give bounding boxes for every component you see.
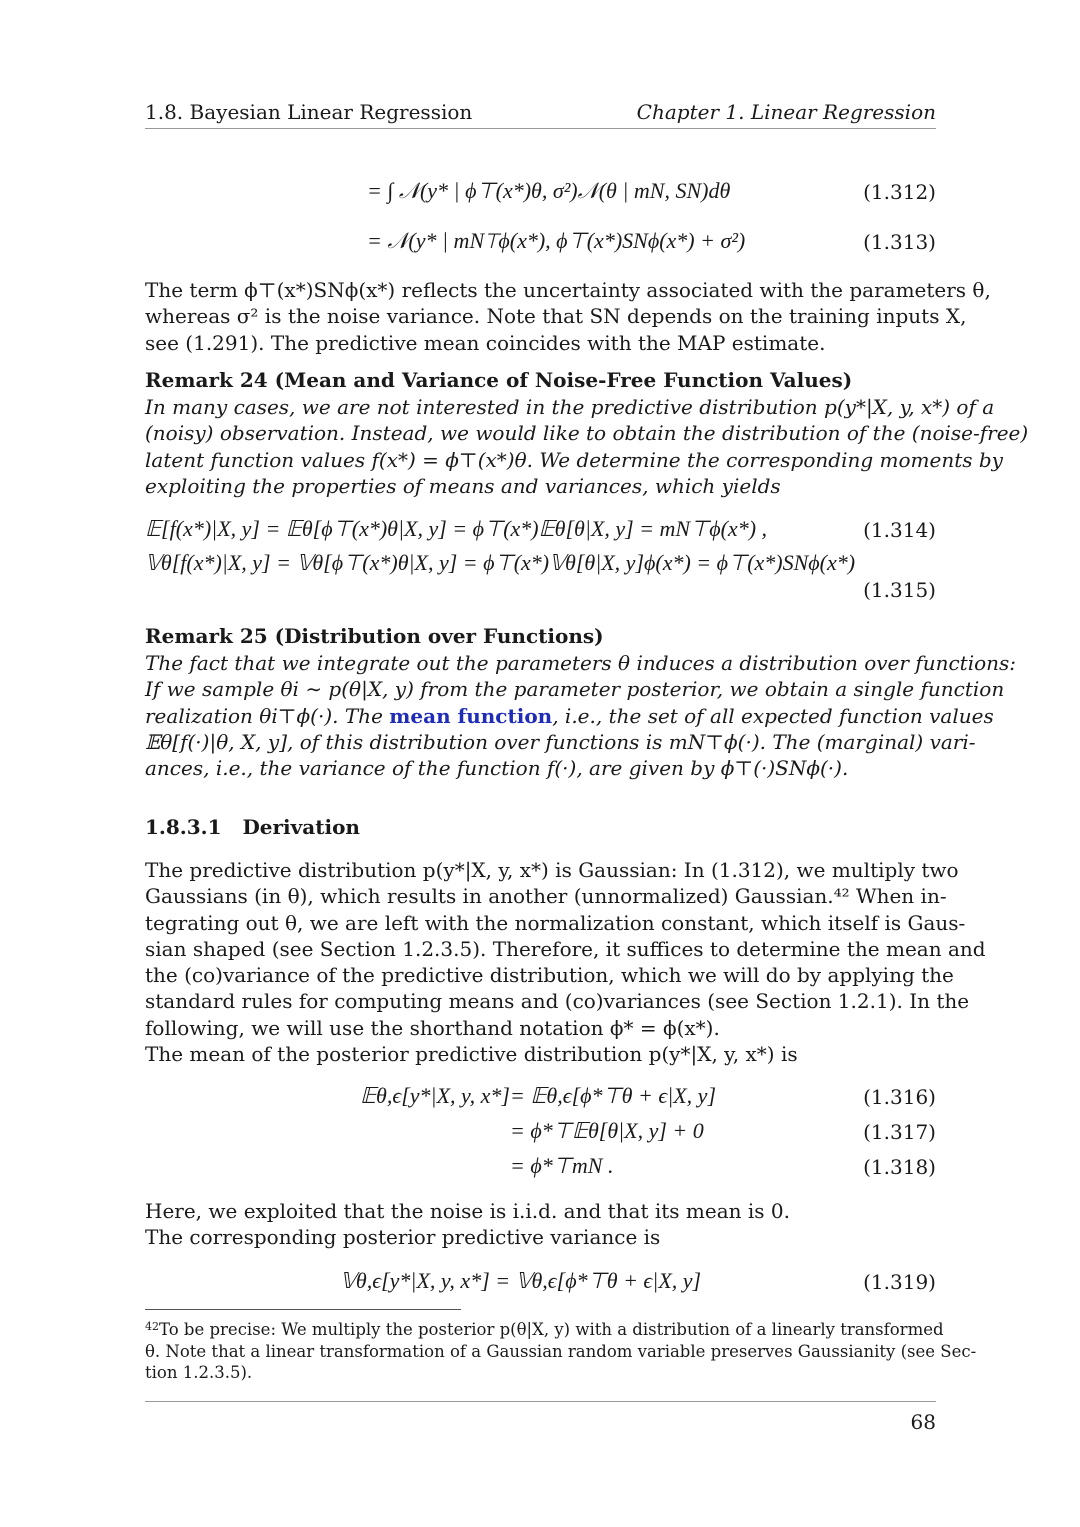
paragraph-derivation: [145, 857, 986, 1067]
equation-number: (1.312): [863, 180, 936, 204]
equation-1-319: [145, 1268, 936, 1302]
text-fragment: realization θi⊤ϕ(·). The: [145, 703, 390, 728]
remark-25-body: [145, 650, 1017, 781]
equation-body: = ∫ 𝒩(y* | ϕ⊤(x*)θ, σ²)𝒩(θ | mN, SN)dθ: [367, 178, 731, 203]
text-line: exploiting the properties of means and variances, which yields: [145, 473, 781, 498]
text-line: 𝔼θ[f(·)|θ, X, y], of this distribution over functions is mN⊤ϕ(·). The (marginal) vari-: [145, 729, 976, 754]
equation-body: 𝕍θ[f(x*)|X, y] = 𝕍θ[ϕ⊤(x*)θ|X, y] = ϕ⊤(x*)𝕍θ[θ|X, y]ϕ(x*) = ϕ⊤(x*)SNϕ(x*): [145, 550, 856, 575]
text-line: (noisy) observation. Instead, we would like to obtain the distribution of the (noise-free): [145, 421, 1029, 446]
text-line: the (co)variance of the predictive distribution, which we will do by applying the: [145, 963, 954, 988]
remark-24-body: [145, 394, 1029, 499]
mean-function-link[interactable]: mean function: [389, 703, 553, 728]
section-heading: [145, 815, 360, 839]
header-rule: [145, 128, 936, 129]
running-header-section: 1.8. Bayesian Linear Regression: [145, 100, 473, 124]
equation-number: (1.318): [863, 1155, 936, 1179]
text-line: The term ϕ⊤(x*)SNϕ(x*) reflects the uncertainty associated with the parameters θ,: [145, 278, 991, 302]
text-line: The fact that we integrate out the parameters θ induces a distribution over functions:: [145, 651, 1017, 675]
text-line: sian shaped (see Section 1.2.3.5). Therefore, it suffices to determine the mean and: [145, 936, 986, 961]
bottom-rule: [145, 1401, 936, 1402]
footnote-42: [145, 1316, 977, 1384]
text-line: [145, 703, 994, 729]
page-number: 68: [910, 1410, 936, 1434]
equation-1-318: [145, 1153, 936, 1187]
text-line: ances, i.e., the variance of the function f(·), are given by ϕ⊤(·)SNϕ(·).: [145, 756, 849, 781]
equation-1-315-number: [145, 576, 936, 610]
text-line: If we sample θi ∼ p(θ|X, y) from the parameter posterior, we obtain a single function: [145, 677, 1005, 702]
footnote-line: tion 1.2.3.5).: [145, 1363, 253, 1382]
equation-number: (1.317): [863, 1120, 936, 1144]
equation-1-314: [145, 516, 936, 550]
equation-number: (1.313): [863, 230, 936, 254]
equation-lhs: 𝔼θ,ϵ[y*|X, y, x*]: [360, 1083, 510, 1108]
text-fragment: , i.e., the set of all expected function values: [552, 703, 994, 728]
text-line: standard rules for computing means and (co)variances (see Section 1.2.1). In the: [145, 989, 970, 1014]
equation-number: (1.315): [863, 578, 936, 602]
equation-body: 𝔼[f(x*)|X, y] = 𝔼θ[ϕ⊤(x*)θ|X, y] = ϕ⊤(x*)𝔼θ[θ|X, y] = mN⊤ϕ(x*) ,: [145, 516, 768, 541]
text-line: following, we will use the shorthand notation ϕ* = ϕ(x*).: [145, 1015, 720, 1040]
remark-25-title: Remark 25 (Distribution over Functions): [145, 624, 604, 648]
footnote-line: θ. Note that a linear transformation of a Gaussian random variable preserves Gaussianity (see Sec-: [145, 1341, 977, 1361]
equation-1-316: [145, 1083, 936, 1117]
text-line: tegrating out θ, we are left with the normalization constant, which itself is Gaus-: [145, 910, 966, 935]
section-number: 1.8.3.1: [145, 815, 222, 839]
section-title: Derivation: [242, 815, 360, 839]
text-line: Gaussians (in θ), which results in another (unnormalized) Gaussian.⁴² When in-: [145, 884, 947, 909]
paragraph-noise: [145, 1198, 936, 1251]
footnote-line: [145, 1316, 944, 1341]
equation-1-312: [145, 178, 936, 212]
equation-rhs: = ϕ*⊤𝔼θ[θ|X, y] + 0: [510, 1118, 704, 1143]
equation-body: 𝕍θ,ϵ[y*|X, y, x*] = 𝕍θ,ϵ[ϕ*⊤θ + ϵ|X, y]: [340, 1268, 702, 1293]
equation-1-317: [145, 1118, 936, 1152]
text-line: The mean of the posterior predictive distribution p(y*|X, y, x*) is: [145, 1042, 798, 1067]
remark-24-title: Remark 24 (Mean and Variance of Noise-Free Function Values): [145, 368, 853, 392]
equation-number: (1.316): [863, 1085, 936, 1109]
text-line: latent function values f(x*) = ϕ⊤(x*)θ. We determine the corresponding moments by: [145, 447, 1003, 472]
equation-number: (1.319): [863, 1270, 936, 1294]
text-line: Here, we exploited that the noise is i.i.d. and that its mean is 0.: [145, 1199, 790, 1223]
footnote-mark: 42: [145, 1320, 159, 1333]
text-line: whereas σ² is the noise variance. Note that SN depends on the training inputs X,: [145, 304, 967, 329]
text-line: In many cases, we are not interested in the predictive distribution p(y*|X, y, x*) of a: [145, 395, 995, 419]
footnote-rule: [145, 1309, 461, 1310]
paragraph-uncertainty: [145, 277, 991, 356]
equation-body: = 𝒩(y* | mN⊤ϕ(x*), ϕ⊤(x*)SNϕ(x*) + σ²): [367, 228, 746, 253]
equation-rhs: = ϕ*⊤mN .: [510, 1153, 614, 1178]
text-fragment: To be precise: We multiply the posterior p(θ|X, y) with a distribution of a linearly transformed: [159, 1320, 944, 1339]
equation-1-313: [145, 228, 936, 262]
equation-rhs: = 𝔼θ,ϵ[ϕ*⊤θ + ϵ|X, y]: [510, 1083, 717, 1108]
equation-number: (1.314): [863, 518, 936, 542]
running-header-chapter: Chapter 1. Linear Regression: [636, 100, 936, 124]
text-line: The corresponding posterior predictive variance is: [145, 1225, 661, 1250]
text-line: see (1.291). The predictive mean coincides with the MAP estimate.: [145, 330, 826, 355]
text-line: The predictive distribution p(y*|X, y, x*) is Gaussian: In (1.312), we multiply two: [145, 858, 959, 882]
